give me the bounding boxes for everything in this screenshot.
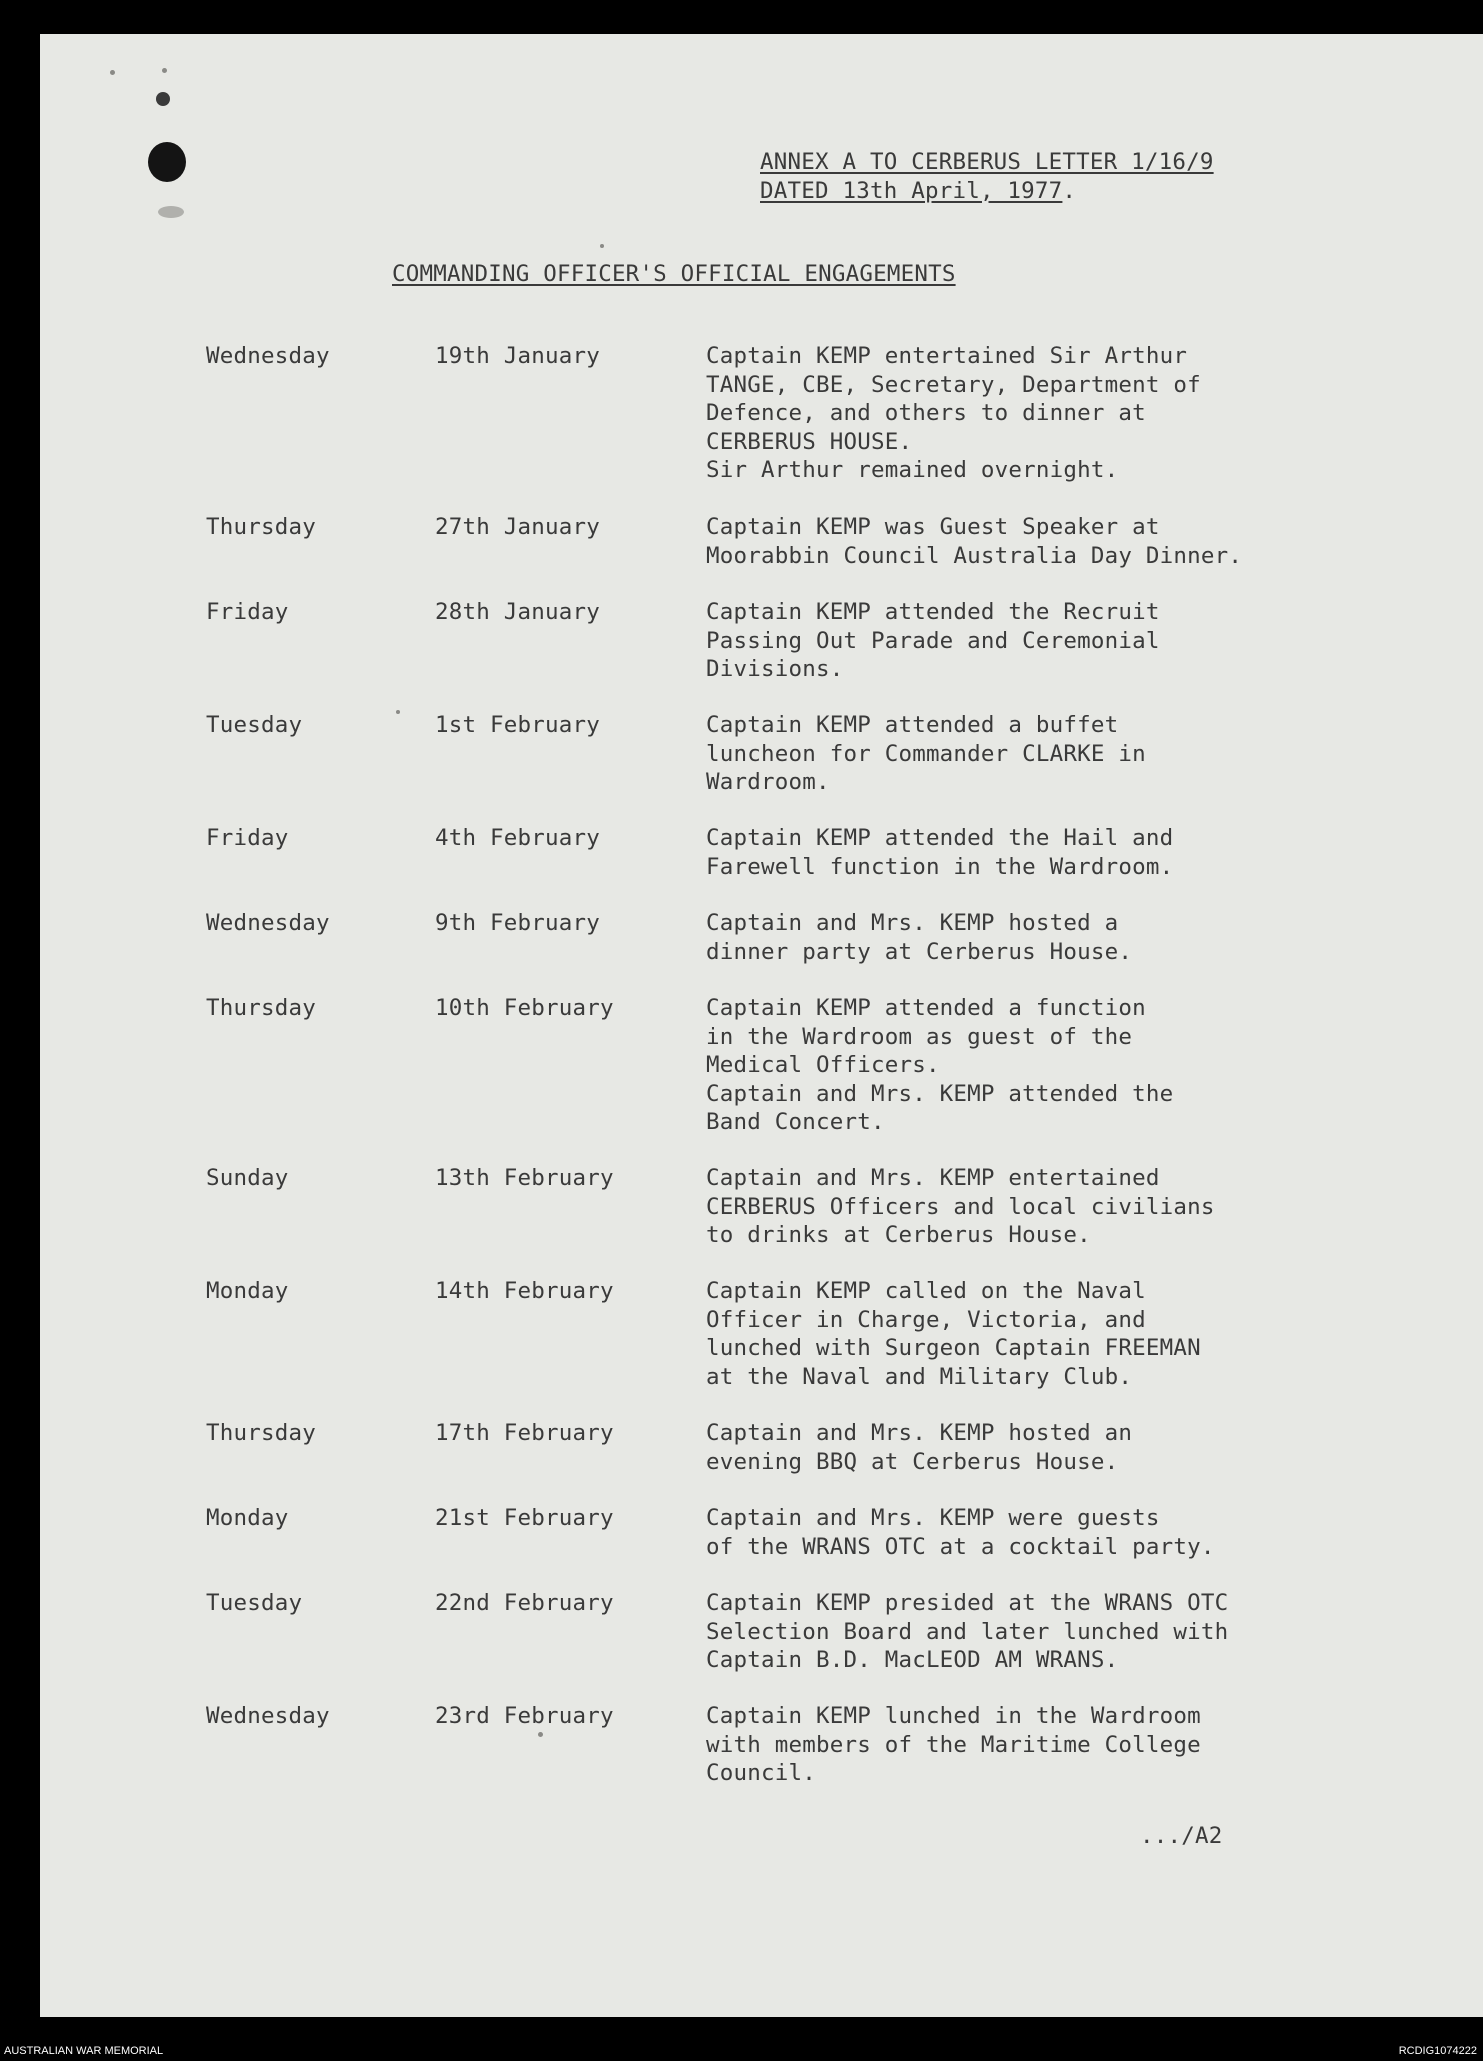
engagement-date: 28th January	[435, 599, 600, 625]
description-line: Defence, and others to dinner at	[706, 400, 1146, 427]
engagement-day: Thursday	[206, 514, 316, 540]
engagement-description	[706, 711, 1146, 797]
paper-speck	[110, 70, 115, 75]
engagement-day: Wednesday	[206, 910, 330, 936]
engagement-date: 23rd February	[435, 1703, 614, 1729]
archive-credit: AUSTRALIAN WAR MEMORIAL	[4, 2045, 164, 2057]
punch-hole	[148, 142, 186, 182]
engagement-day: Tuesday	[206, 1590, 303, 1616]
engagement-description	[706, 1164, 1215, 1250]
engagement-day: Thursday	[206, 995, 316, 1021]
description-line: with members of the Maritime College	[706, 1731, 1201, 1758]
paper-speck	[396, 710, 400, 714]
paper-speck	[600, 244, 604, 248]
description-line: lunched with Surgeon Captain FREEMAN	[706, 1335, 1201, 1362]
description-line: Passing Out Parade and Ceremonial	[706, 627, 1160, 654]
description-line: Captain and Mrs. KEMP hosted an	[706, 1420, 1133, 1446]
engagement-day: Tuesday	[206, 712, 303, 738]
description-line: Medical Officers.	[706, 1052, 940, 1079]
description-line: Captain and Mrs. KEMP were guests	[706, 1505, 1160, 1531]
description-line: Captain KEMP lunched in the Wardroom	[706, 1703, 1201, 1729]
engagement-description	[706, 513, 1242, 570]
description-line: Officer in Charge, Victoria, and	[706, 1306, 1146, 1333]
paper-speck	[158, 206, 184, 218]
description-line: CERBERUS HOUSE.	[706, 428, 913, 455]
description-line: Sir Arthur remained overnight.	[706, 457, 1119, 484]
punch-mark	[156, 92, 170, 106]
engagement-day: Friday	[206, 599, 289, 625]
engagement-description	[706, 1589, 1228, 1675]
description-line: Divisions.	[706, 656, 844, 683]
engagement-date: 22nd February	[435, 1590, 614, 1616]
engagement-date: 21st February	[435, 1505, 614, 1531]
description-line: at the Naval and Military Club.	[706, 1363, 1133, 1390]
annex-reference: ANNEX A TO CERBERUS LETTER 1/16/9	[760, 149, 1214, 175]
description-line: Farewell function in the Wardroom.	[706, 853, 1174, 880]
engagement-date: 19th January	[435, 343, 600, 369]
page-title: COMMANDING OFFICER'S OFFICIAL ENGAGEMENTS	[392, 261, 956, 287]
description-line: Captain KEMP attended the Hail and	[706, 825, 1174, 851]
engagement-day: Wednesday	[206, 1703, 330, 1729]
description-line: Captain KEMP attended a function	[706, 995, 1146, 1021]
paper-speck	[538, 1732, 543, 1737]
description-line: Captain KEMP attended a buffet	[706, 712, 1119, 738]
description-line: Captain B.D. MacLEOD AM WRANS.	[706, 1647, 1119, 1674]
description-line: of the WRANS OTC at a cocktail party.	[706, 1533, 1215, 1560]
description-line: to drinks at Cerberus House.	[706, 1222, 1091, 1249]
description-line: in the Wardroom as guest of the	[706, 1023, 1133, 1050]
engagement-date: 9th February	[435, 910, 600, 936]
description-line: Captain KEMP presided at the WRANS OTC	[706, 1590, 1229, 1616]
engagement-description	[706, 342, 1201, 485]
engagement-date: 4th February	[435, 825, 600, 851]
description-line: Moorabbin Council Australia Day Dinner.	[706, 542, 1243, 569]
description-line: Wardroom.	[706, 769, 830, 796]
continuation-marker: .../A2	[1140, 1823, 1223, 1849]
description-line: Captain KEMP was Guest Speaker at	[706, 514, 1160, 540]
engagement-day: Sunday	[206, 1165, 289, 1191]
engagement-description	[706, 909, 1132, 966]
engagement-description	[706, 1277, 1201, 1391]
engagement-date: 17th February	[435, 1420, 614, 1446]
engagement-date: 14th February	[435, 1278, 614, 1304]
engagement-date: 13th February	[435, 1165, 614, 1191]
description-line: TANGE, CBE, Secretary, Department of	[706, 371, 1201, 398]
engagement-date: 1st February	[435, 712, 600, 738]
engagement-description	[706, 1504, 1215, 1561]
description-line: Captain KEMP called on the Naval	[706, 1278, 1146, 1304]
description-line: Captain and Mrs. KEMP entertained	[706, 1165, 1160, 1191]
engagement-description	[706, 994, 1173, 1137]
engagement-day: Monday	[206, 1278, 289, 1304]
engagement-description	[706, 1702, 1201, 1788]
description-line: Captain and Mrs. KEMP attended the	[706, 1080, 1174, 1107]
description-line: evening BBQ at Cerberus House.	[706, 1448, 1119, 1475]
engagement-description	[706, 824, 1173, 881]
engagement-description	[706, 1419, 1132, 1476]
description-line: Selection Board and later lunched with	[706, 1618, 1229, 1645]
engagement-day: Friday	[206, 825, 289, 851]
engagement-description	[706, 598, 1160, 684]
description-line: Captain KEMP attended the Recruit	[706, 599, 1160, 625]
engagement-day: Wednesday	[206, 343, 330, 369]
engagement-day: Monday	[206, 1505, 289, 1531]
engagement-day: Thursday	[206, 1420, 316, 1446]
document-page	[40, 34, 1483, 2017]
description-line: dinner party at Cerberus House.	[706, 938, 1133, 965]
annex-date-period: .	[1062, 177, 1077, 204]
engagement-date: 27th January	[435, 514, 600, 540]
paper-speck	[162, 68, 167, 73]
description-line: CERBERUS Officers and local civilians	[706, 1193, 1215, 1220]
annex-date: DATED 13th April, 1977	[760, 177, 1063, 204]
description-line: luncheon for Commander CLARKE in	[706, 740, 1146, 767]
description-line: Council.	[706, 1760, 816, 1787]
annex-heading	[760, 148, 1214, 205]
description-line: Captain and Mrs. KEMP hosted a	[706, 910, 1119, 936]
description-line: Captain KEMP entertained Sir Arthur	[706, 343, 1188, 369]
engagement-date: 10th February	[435, 995, 614, 1021]
description-line: Band Concert.	[706, 1109, 885, 1136]
archive-id: RCDIG1074222	[1398, 2045, 1477, 2057]
